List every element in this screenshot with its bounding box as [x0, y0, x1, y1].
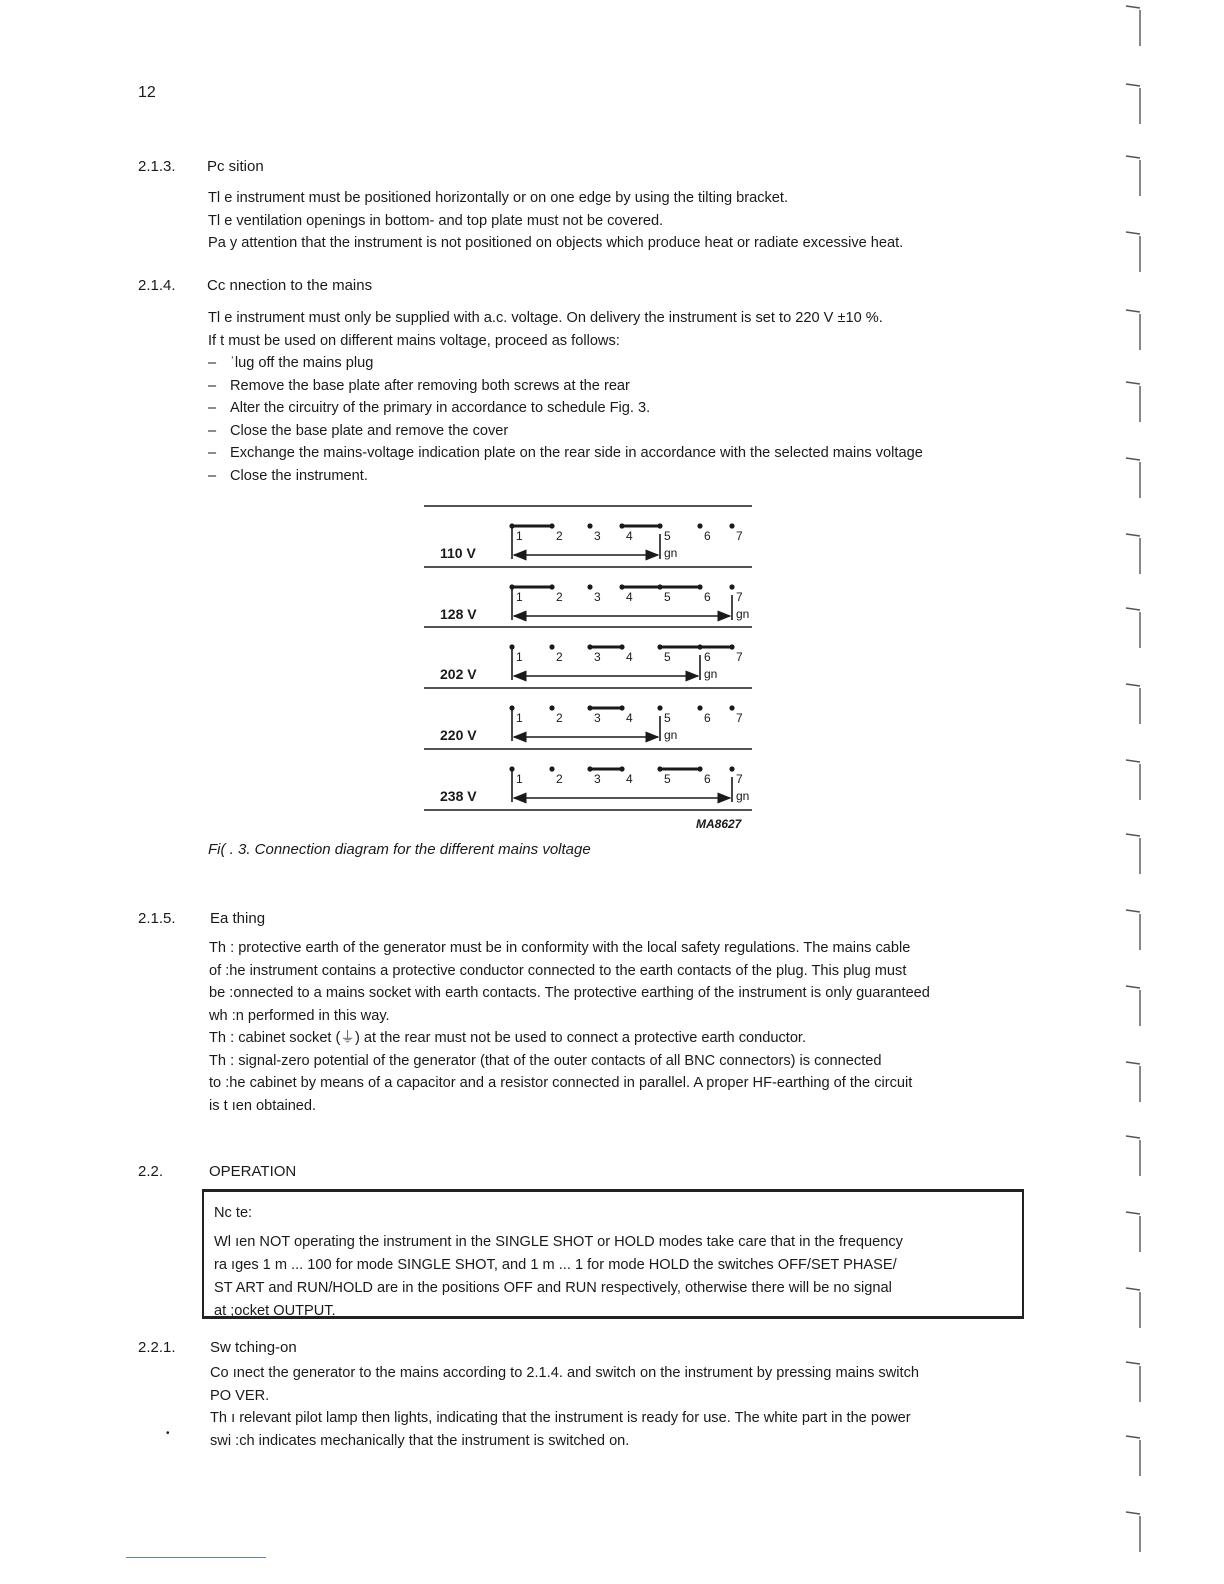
terminal-number: 6: [704, 772, 711, 786]
voltage-label: 202 V: [440, 666, 477, 682]
text-line: to :he cabinet by means of a capacitor and a resistor connected in parallel. A proper HF-earthing of the circuit: [209, 1075, 913, 1091]
terminal-number: 5: [664, 711, 671, 725]
text-line: Co ınect the generator to the mains according to 2.1.4. and switch on the instrument by pressing mains switch: [210, 1365, 919, 1381]
list-item: [208, 420, 923, 443]
section-number-2-2: 2.2.: [138, 1163, 164, 1180]
dash-bullet: –: [208, 355, 217, 371]
edge-mark: [1126, 6, 1140, 46]
text-line: Th : signal-zero potential of the generator (that of the outer contacts of all BNC connectors) is connected: [209, 1052, 882, 1069]
list-item-text: Remove the base plate after removing both screws at the rear: [230, 377, 630, 394]
text-line: Tl e instrument must only be supplied with a.c. voltage. On delivery the instrument is set to 220 V ±10 %.: [208, 310, 883, 326]
footnote-rule: [126, 1557, 266, 1558]
dash-bullet: –: [208, 467, 217, 484]
terminal-number: 3: [594, 590, 601, 604]
section-title-earthing: Ea thing: [210, 910, 266, 927]
terminal-number: 7: [736, 590, 743, 604]
terminal-number: 2: [556, 650, 563, 664]
terminal-number: 7: [736, 529, 743, 543]
terminal-number: 2: [556, 772, 563, 786]
list-item-text: Exchange the mains-voltage indication plate on the rear side in accordance with the selected mains voltage: [230, 445, 923, 461]
terminal-number: 4: [626, 711, 633, 725]
terminal-number: 1: [516, 711, 523, 725]
edge-mark: [1126, 910, 1140, 950]
earthing-paragraph: [209, 937, 930, 1117]
edge-mark: [1126, 1136, 1140, 1176]
text-line: at ;ocket OUTPUT.: [214, 1303, 336, 1319]
connection-diagram-figure: [424, 504, 754, 834]
text-line: Tl e ventilation openings in bottom- and top plate must not be covered.: [208, 212, 664, 229]
dash-bullet: –: [208, 445, 217, 461]
text-line: If t must be used on different mains voltage, proceed as follows:: [208, 332, 620, 349]
terminal-number: 4: [626, 529, 633, 543]
gn-label: gn: [664, 546, 678, 560]
gn-label: gn: [736, 789, 750, 803]
text-line: ra ıges 1 m ... 100 for mode SINGLE SHOT, and 1 m ... 1 for mode HOLD the switches OFF/SET PHASE/: [214, 1257, 897, 1273]
edge-mark: [1126, 156, 1140, 196]
text-line: Th ı relevant pilot lamp then lights, indicating that the instrument is ready for use. The white part in the power: [210, 1410, 911, 1426]
terminal-dot: [729, 523, 734, 528]
edge-mark: [1126, 1288, 1140, 1328]
voltage-label: 220 V: [440, 727, 477, 743]
section-number-2-2-1: 2.2.1.: [138, 1339, 176, 1356]
terminal-dot: [549, 644, 554, 649]
terminal-dot: [549, 766, 554, 771]
section-number-2-1-3: 2.1.3.: [138, 158, 176, 175]
dash-bullet: –: [208, 400, 217, 416]
stray-mark: •: [166, 1428, 170, 1439]
note-box: [202, 1189, 1024, 1319]
section-number-2-1-5: 2.1.5.: [138, 910, 176, 927]
voltage-label: 238 V: [440, 788, 477, 804]
text-line: Pa y attention that the instrument is not positioned on objects which produce heat or radiate excessive heat.: [208, 235, 904, 251]
edge-mark: [1126, 310, 1140, 350]
binding-edge-marks: [1120, 0, 1160, 1584]
terminal-dot: [729, 766, 734, 771]
text-line: be :onnected to a mains socket with earth contacts. The protective earthing of the instrument is only guaranteed: [209, 985, 930, 1001]
terminal-number: 7: [736, 711, 743, 725]
terminal-dot: [587, 523, 592, 528]
connection-diagram-svg: [424, 504, 754, 834]
list-item-text: Close the base plate and remove the cover: [230, 422, 509, 439]
terminal-dot: [549, 705, 554, 710]
terminal-dot: [729, 705, 734, 710]
edge-mark: [1126, 1436, 1140, 1476]
text-line: PO VER.: [210, 1387, 270, 1404]
edge-mark: [1126, 986, 1140, 1026]
terminal-number: 5: [664, 772, 671, 786]
note-content: [214, 1202, 903, 1323]
dash-bullet: –: [208, 377, 217, 394]
gn-label: gn: [704, 667, 718, 681]
terminal-number: 7: [736, 772, 743, 786]
terminal-dot: [587, 584, 592, 589]
terminal-number: 5: [664, 650, 671, 664]
edge-mark: [1126, 382, 1140, 422]
terminal-number: 6: [704, 650, 711, 664]
terminal-number: 4: [626, 772, 633, 786]
terminal-number: 1: [516, 529, 523, 543]
terminal-number: 7: [736, 650, 743, 664]
figure-caption: Fi( . 3. Connection diagram for the different mains voltage: [208, 841, 591, 858]
list-item: [208, 442, 923, 465]
list-item-text: Close the instrument.: [230, 467, 368, 484]
terminal-number: 3: [594, 529, 601, 543]
edge-mark: [1126, 1212, 1140, 1252]
terminal-number: 4: [626, 590, 633, 604]
edge-mark: [1126, 534, 1140, 574]
terminal-number: 3: [594, 772, 601, 786]
terminal-number: 5: [664, 590, 671, 604]
section-title-position: Pc sition: [207, 158, 264, 175]
text-line: Wl ıen NOT operating the instrument in the SINGLE SHOT or HOLD modes take care that in the frequency: [214, 1234, 903, 1250]
edge-mark: [1126, 608, 1140, 648]
terminal-number: 2: [556, 711, 563, 725]
section-number-2-1-4: 2.1.4.: [138, 277, 176, 294]
voltage-label: 110 V: [440, 545, 476, 561]
page-number: 12: [138, 84, 156, 101]
list-item-text: Alter the circuitry of the primary in accordance to schedule Fig. 3.: [230, 400, 651, 416]
text-line: ST ART and RUN/HOLD are in the positions OFF and RUN respectively, otherwise there will be no signal: [214, 1280, 892, 1296]
figure-code: MA8627: [696, 817, 742, 831]
mains-paragraph: [208, 307, 923, 487]
list-item-text: ʾlug off the mains plug: [230, 355, 374, 371]
list-item: [208, 375, 923, 398]
note-title: Nc te:: [214, 1205, 253, 1221]
text-line: Th : protective earth of the generator must be in conformity with the local safety regulations. The mains cable: [209, 940, 911, 956]
terminal-number: 4: [626, 650, 633, 664]
terminal-number: 1: [516, 650, 523, 664]
edge-mark: [1126, 1512, 1140, 1552]
terminal-number: 6: [704, 590, 711, 604]
terminal-number: 2: [556, 590, 563, 604]
section-title-operation: OPERATION: [209, 1163, 297, 1180]
text-line: of :he instrument contains a protective conductor connected to the earth contacts of the plug. This plug must: [209, 962, 907, 979]
terminal-number: 6: [704, 711, 711, 725]
gn-label: gn: [736, 607, 750, 621]
edge-mark: [1126, 834, 1140, 874]
terminal-number: 5: [664, 529, 671, 543]
section-title-switching-on: Sw tching-on: [210, 1339, 297, 1356]
terminal-dot: [657, 705, 662, 710]
text-line: Tl e instrument must be positioned horizontally or on one edge by using the tilting bracket.: [208, 190, 789, 206]
terminal-dot: [697, 705, 702, 710]
terminal-number: 2: [556, 529, 563, 543]
edge-mark: [1126, 684, 1140, 724]
edge-mark: [1126, 84, 1140, 124]
terminal-number: 6: [704, 529, 711, 543]
terminal-dot: [697, 523, 702, 528]
gn-label: gn: [664, 728, 678, 742]
terminal-number: 3: [594, 711, 601, 725]
edge-mark: [1126, 458, 1140, 498]
section-title-connection-to-mains: Cc nnection to the mains: [207, 277, 373, 294]
dash-bullet: –: [208, 422, 217, 439]
voltage-label: 128 V: [440, 606, 477, 622]
terminal-number: 3: [594, 650, 601, 664]
text-line: Th : cabinet socket (⏚) at the rear must not be used to connect a protective earth conductor.: [209, 1030, 807, 1046]
list-item: [208, 465, 923, 488]
edge-mark: [1126, 1062, 1140, 1102]
terminal-dot: [729, 584, 734, 589]
edge-mark: [1126, 232, 1140, 272]
text-line: swi :ch indicates mechanically that the instrument is switched on.: [210, 1432, 630, 1449]
edge-mark: [1126, 1362, 1140, 1402]
text-line: is t ıen obtained.: [209, 1097, 317, 1114]
edge-mark: [1126, 760, 1140, 800]
list-item: [208, 352, 923, 375]
switching-on-paragraph: [210, 1362, 919, 1452]
list-item: [208, 397, 923, 420]
position-paragraph: [208, 187, 903, 255]
terminal-number: 1: [516, 590, 523, 604]
terminal-number: 1: [516, 772, 523, 786]
text-line: wh :n performed in this way.: [209, 1007, 390, 1024]
